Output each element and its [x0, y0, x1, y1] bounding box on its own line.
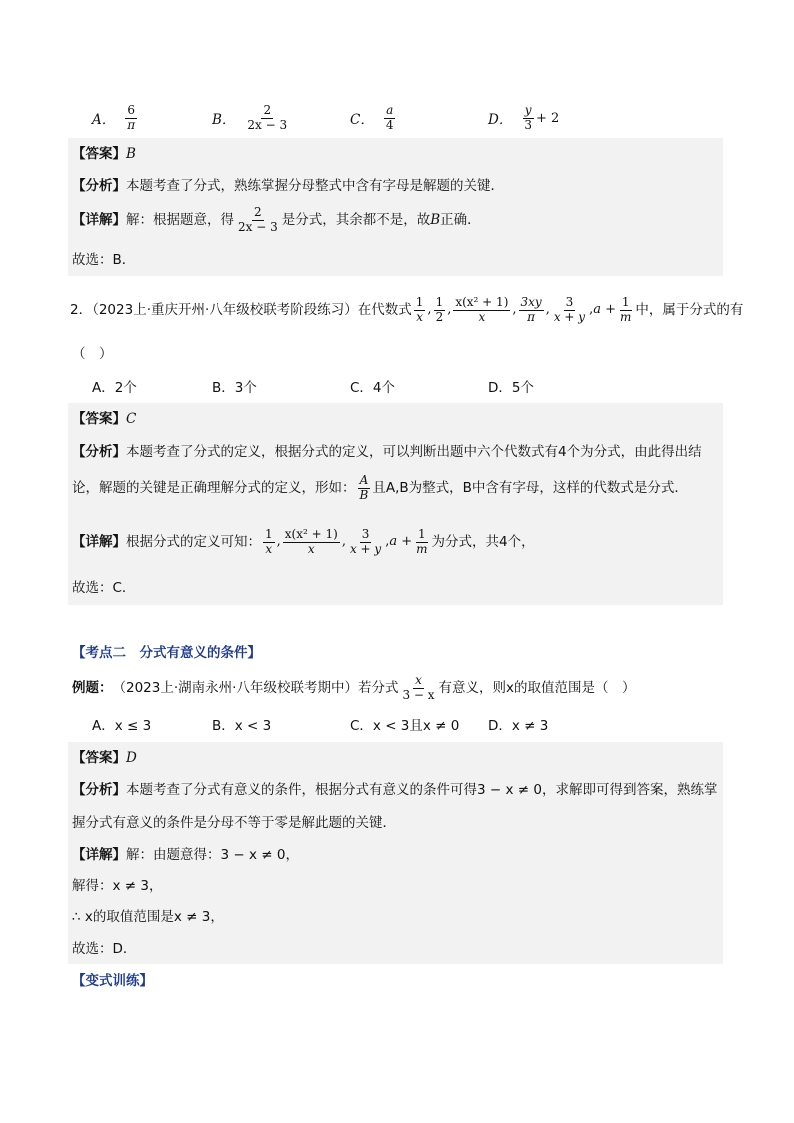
example-stem: 例题： （2023上·湖南永州·八年级校联考期中）若分式 $\frac{x}{3 - x}$ 有意义，则x的取值范围是（ ） [72, 673, 636, 702]
example-analysis-line2: 握分式有意义的条件是分母不等于零是解此题的关键． [72, 815, 396, 831]
q2-analysis-line2: 论，解题的关键是正确理解分式的定义，形如： $\frac{A}{B}$ 且A,B为整式，B中含有字母，这样的代数式是分式． [72, 473, 688, 502]
fraction: $\frac{\text{x(x² + 1)}}{x}$ [455, 295, 509, 324]
fraction: $\frac{1}{m}$ [620, 295, 632, 324]
example-solve: 解得：x ≠ 3， [72, 878, 163, 894]
fraction: $\frac{6}{\pi}$ [127, 103, 136, 132]
fraction: $\frac{3xy}{\pi}$ [520, 295, 542, 324]
example-therefore: ∴ x的取值范围是x ≠ 3， [72, 909, 224, 925]
q1-option-c: C． $\frac{a}{4}$ [350, 103, 394, 132]
q2-option-c: C．4个 [350, 380, 396, 396]
fraction: $\frac{x}{3 - x}$ [402, 673, 435, 702]
fraction: $\frac{3}{x + y}$ [349, 527, 382, 556]
fraction: $\frac{1}{m}$ [416, 527, 428, 556]
example-option-a: A．x ≤ 3 [92, 718, 152, 734]
section-title: 【考点二 分式有意义的条件】 [72, 645, 261, 661]
q1-choose: 故选：B． [72, 252, 136, 268]
q2-paren: （ ） [72, 346, 113, 362]
q2-choose: 故选：C． [72, 580, 136, 596]
fraction: $\frac{2}{2x - 3}$ [238, 205, 278, 234]
example-option-c: C．x < 3且x ≠ 0 [350, 718, 460, 734]
fraction: $\frac{a}{4}$ [385, 103, 394, 132]
q2-option-b: B．3个 [212, 380, 257, 396]
q1-analysis: 【分析】本题考查了分式，熟练掌握分母整式中含有字母是解题的关键． [72, 178, 504, 194]
q1-option-d: D． $\frac{y}{3}$ + 2 [488, 103, 560, 132]
example-option-d: D．x ≠ 3 [488, 718, 549, 734]
fraction: $\frac{A}{B}$ [359, 473, 369, 502]
fraction: $\frac{1}{x}$ [265, 527, 273, 556]
fraction: $\frac{3}{x + y}$ [553, 295, 586, 324]
q2-stem: 2．（2023上·重庆开州·八年级校联考阶段练习）在代数式 $\frac{1}{x}$ , $\frac{1}{2}$ , $\frac{\text{x(x² + 1)}}{x}$ , $\frac{3xy}{\pi}$ , $\frac{3}{x + y}$ , a + $\frac{1}{m}$ 中，属于分式的有 [70, 295, 744, 324]
q2-detail: 【详解】 根据分式的定义可知： $\frac{1}{x}$ , $\frac{\text{x(x² + 1)}}{x}$ , $\frac{3}{x + y}$ , a + $\frac{1}{m}$ 为分式，共4个， [72, 527, 535, 556]
q2-option-a: A．2个 [92, 380, 137, 396]
variant-training-heading: 【变式训练】 [72, 973, 153, 989]
fraction: $\frac{1}{x}$ [415, 295, 424, 324]
example-detail: 【详解】解：由题意得：3 − x ≠ 0， [72, 847, 299, 863]
q2-analysis-line1: 【分析】本题考查了分式的定义，根据分式的定义，可以判断出题中六个代数式有4个为分式，由此得出结 [72, 444, 702, 460]
q1-option-b: B． $\frac{2}{2x - 3}$ [212, 103, 288, 132]
q1-answer: 【答案】B [72, 146, 136, 162]
q2-answer: 【答案】C [72, 411, 137, 427]
example-option-b: B．x < 3 [212, 718, 272, 734]
example-answer: 【答案】D [72, 750, 137, 766]
q2-option-d: D．5个 [488, 380, 534, 396]
q1-detail: 【详解】 解：根据题意，得 $\frac{2}{2x - 3}$ 是分式，其余都不是，故 B 正确． [72, 205, 481, 234]
fraction: $\frac{1}{2}$ [435, 295, 444, 324]
fraction: $\frac{2}{2x - 3}$ [247, 103, 288, 132]
q1-option-a: A． $\frac{6}{\pi}$ [92, 103, 136, 132]
fraction: $\frac{y}{3}$ [524, 103, 532, 132]
fraction: $\frac{\text{x(x² + 1)}}{x}$ [284, 527, 338, 556]
example-analysis-line1: 【分析】本题考查了分式有意义的条件，根据分式有意义的条件可得3 − x ≠ 0，求解即可得到答案，熟练掌 [72, 782, 718, 798]
example-choose: 故选：D． [72, 941, 137, 957]
